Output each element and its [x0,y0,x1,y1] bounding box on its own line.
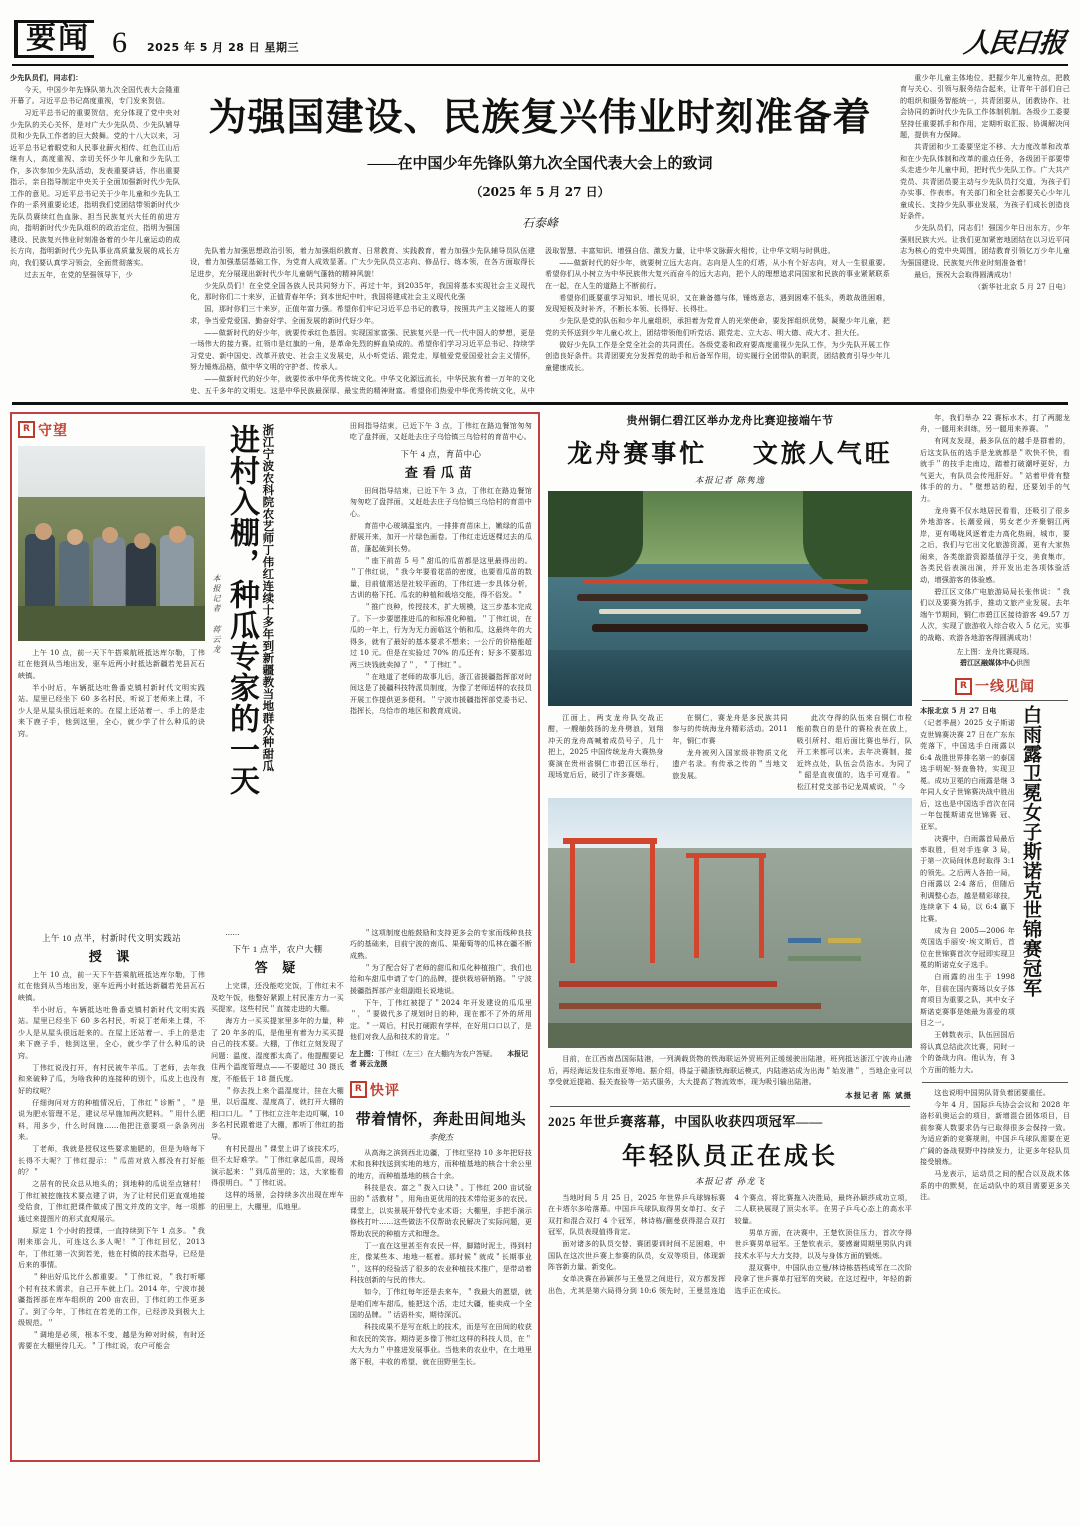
shouwang-sec1-title: 授 课 [88,949,135,965]
lead-author: 石泰峰 [521,215,558,230]
yixian-caption: 目前，在江西南昌国际陆港，一列满载货物的铁海联运外贸班列正缓缓驶出陆港，班列抵达浙江宁波舟山港后，再经海运发往东南亚等地。据介绍，得益于赣浙铁海联运模式，内陆港站成为出海＂始发港＂，当地企业可以享受就近提箱、报关查验等一站式服务，大大提高了物流效率，现为吸引输出陆港。 [548,1054,912,1087]
lead-left-column [10,72,180,396]
snooker-lead: （记者季晨）2025 女子斯诺克世锦赛决赛 27 日在广东东莞落下，中国选手白雨露以 6:4 战胜世界排名第一的泰国选手明妮·努查鲁特，实现卫冕。成功卫冕的白雨露是继 3 年同人女子世锦赛决战中胜出后，这也是中国选手首次在同一年包揽斯诺克世锦赛 冠、亚军。 [920,718,1015,831]
photo-crane [650,838,655,963]
caption-credit-suffix: 供图 [1016,658,1030,667]
pingpong-body [548,1192,912,1297]
paragraph: 龙舟赛不仅水地居民看看，还吸引了很多外地游客。长潮爱闹，男女老少齐聚铜江两岸，更有喝咙风逐着走力高化热闹，城市，要之后，我们与它出文化旅游资源，更有大家热闹来，各类旅游资源基值浮于交，美食集市，各类民俗表演出演，并开发出走各项体验活动，增强游客的体验感。 [920,505,1070,584]
paper-logo: 人民日报 [962,28,1066,59]
paragraph: ＂你去找上来个温湿度计，挂在大棚里，以后温度、湿度高了，就打开大棚的相口口儿。＂丁伟红立注年走边叮嘱，10 多名村民跟着进了大棚，都听丁伟红的指导。 [211,1085,344,1141]
lead-paragraph: ——做新时代的好少年，就要传承中华优秀传统文化。中华文化源远流长，中华民族有着一万年的文化史、五千多年的文明史。这是中华民族最深厚、最宝贵的精神财富。希望你们热爱中华优秀传统文化，从中汲取智慧、丰富知识、增强自信、激发力量，让中华文脉薪火相传，让中华文明与时俱进。 [190,245,835,395]
shouwang-col1-intro [18,647,205,740]
paragraph: 如今，丁伟红每年还是去来车，＂我最大的愿望，就是咱们库车甜瓜，能把这个活，走过大疆，能卖成一个全国的品牌。＂话语朴实，期待深沉。 [349,1287,532,1320]
paragraph: 此次夺得的队伍来自铜仁市检能前数白的是什的赛检表在放上，吸引所村、组后面比赛也举行，队开工来都可以来。去年决赛制，接近终点处，队伍会员浩水。为同了＂韶是直夜值的，选手可观看。＂松江村党支部书记龙周威说，＂今 [796,712,912,791]
lower-section [10,412,1070,1462]
paragraph: ＂推广良种，传授技术，扩大规模，这三步基本完成了。下一步要愿推进瓜的和标准化种植。＂丁伟红说，在瓜的一年上，行为为无力面临这个销和瓜，这最终年的大得多，就有了最好的基本要求不想来；一公斤的价格能超过 10 元。但是在实验过 70% 的瓜还有；好多不要那边两三块钱就卖掉了＂，＂丁伟红＂。 [349,602,532,669]
kuaiping-label-text: 快评 [369,1082,400,1099]
photo-water-fg [548,650,912,706]
paragraph: 这也说明中国男队背负着团要重任。 [934,1087,1051,1097]
photo-sky [18,446,205,497]
photo-container [828,938,861,943]
snooker-body [920,705,1015,1076]
caption-label: 左上图： [349,1048,378,1058]
lead-paragraph: 做好少先队工作是全党全社会的共同责任。各级党委和政府要高度重视少先队工作，为少先队开展工作创造良好条件。共青团要充分发挥党的助手和后备军作用，切实履行全团带队的职责，团结教育引导少年儿童健康成长。 [545,339,890,372]
lead-paragraph: ——做新时代的好少年，就要传承红色基因。实现国家富强、民族复兴是一代一代中国人的梦想，更是一场伟大的接力赛。红领巾是红旗的一角，是革命先烈的鲜血染成的。希望你们学习习近平总书记、持续学习党史、新中国史、改革开放史、社会主义发展史，从小听党话、跟党走，厚植爱党爱国爱社会主义情怀，努力锤炼品格，做中华文明的守护者、传承人。 [190,327,535,372]
yixian-label [920,676,1070,696]
paragraph: 江面上，两支龙舟队交战正酣，一艘舳鼓扬的龙舟劈浪，划翔冲天的龙舟高喊着成员号子，几十把上，2025 中国传统龙舟大赛热身赛演在贵州省铜仁市碧江区举行，现场宽后后，破引了许多赛烟。 [548,712,664,780]
photo-person-head [35,523,52,540]
photo-container [788,938,821,943]
paragraph: 马龙表示，运动员之间的配合以及战术体系的中的默契，在运动队中的项目需要更多关注。 [920,1169,1070,1202]
photo-crane [759,853,764,958]
lead-agency-line: （新华社北京 5 月 27 日电） [973,281,1070,291]
photo-foreground [18,606,205,641]
lead-paragraph: 希望你们既要重学习知识、增长见识，又在兼备德与体，锤炼意志，遇到困难不低头，勇敢战胜困难，发现短板及时补齐，不断长本领、长得好、长得壮。 [545,292,890,314]
shouwang-photo-caption [350,1049,532,1070]
dragonboat-title-b: 文旅人气旺 [752,438,893,468]
paragraph: 碧江区文体广电旅游局局长张伟说：＂我们以及要赛为抓手，推动文旅产业发展。去年端午节期间，铜仁市碧江区接待游客 49.57 万人次，实现了旅游收入综合收入 5 亿元，实事的战略、欢游各地游客得圆满成功！ [920,586,1070,642]
paragraph: 半小时后，车辆抵达吐鲁番克镇村新时代文明实践站。屋里已经坐下 60 多名村民，听说丁老师来上课，不少人是从屋头很远赶来的。在屋上还站着一、手上的是走来下鹿子手，他到这里，全心，就少学了什么种瓜的诀窍。 [18,682,206,738]
paragraph: 丁伟红说没打开，有村民被牛羊瓜。丁老师，去年我和来破种了瓜，为啥我种的连接种的别个，瓜皮上也没有好的纹呢？ [18,1062,206,1095]
shouwang-col3-cont [350,927,532,1043]
paragraph: 原定 1 个小时的授课，一直持续到下午 1 点多。＂我刚来那会儿，可连这么多人呢！＂丁伟红回忆，2013 年，丁伟红第一次到若羌，他在村镇的技术指导，已经是后来的事情。 [18,1225,206,1270]
shouwang-feature [10,412,540,1462]
paragraph: 有网友发现，最多队伍的越手是群着的，后这支队伍的选手是龙就都是＂吹快不快，看就手＂的技手走南边，踏着打破潮呼更好，力气更大，有队员会传甩肝好。＂站着甲骨有整体手的的力。＂壁想站的程，还要划手的气力。 [920,436,1070,503]
shouwang-sec1-kicker: 上午 10 点半，村新时代文明实践站 [42,932,181,943]
divider [550,1106,910,1107]
photo-boat [577,594,868,601]
snooker-vertical-title: 白雨露卫冕女子斯诺克世锦赛冠军 [1019,705,1042,998]
shouwang-vertical-kicker: 浙江宁波农科院农艺师丁伟红连续十多年到新疆教当地群众种甜瓜 [261,423,274,772]
shouwang-band2-col2 [211,927,344,1437]
lead-right-column [900,72,1070,396]
paragraph: 从高海之滨到西北边疆，丁伟红坚持 10 多年把好技术和良种找送到实地的地方，而种植基地的核合十余公里的地方，而种植基地的核合十余。 [349,1147,532,1180]
lead-paragraph: 少先队员们，同志们！强国少年日出东方，少年强则民族大兴。让我们更加紧密地团结在以习近平同志为核心的党中央周围，团结教育引领亿万少年儿童为强国建设、民族复兴伟业时刻准备着！ [900,223,1070,267]
shouwang-vertical-byline: 本报记者 蒋云龙 [212,573,222,655]
shouwang-sec3-title: 查看瓜苗 [404,465,477,481]
paragraph: ＂为了配合好了老师的甜瓜和瓜化种植推广，我们也给和车甜瓜申请了专门的品牌，提供栽培研销路。＂宁波援疆指挥部产业组副组长说地说。 [349,962,532,995]
shouwang-sec2-body [211,980,344,1212]
lead-article [10,66,1070,396]
paragraph: 今年 4 月，国际乒乓协会会议和 2028 年洛杉矶奥运会的项目，新增混合团体项目，目前参赛人数要求仍与已取得很多会保持一致。为适应新的竞赛规则，中国乒乓球队需要在更广阔的备战视野中持续发力，让更多年轻队员接受锻炼。 [920,1099,1070,1167]
lead-paragraph: 国，那时你们三十来岁，正值年富力强。希望你们牢记习近平总书记的教导，按照共产主义接班人的要求，争当爱党爱国、勤奋好学、全面发展的新时代好少年。 [190,304,535,325]
dragonboat-title [548,434,912,470]
r-mark-icon: R [18,421,35,438]
lead-center-column [190,72,890,396]
photo-trees [548,491,643,577]
pingpong-kicker: 2025 年世乒赛落幕，中国队收获四项冠军—— [548,1113,823,1129]
lead-center-body [190,245,890,396]
dragonboat-photo [548,491,912,706]
paragraph: 混双赛中，中国队由立曼/林诗栋搭档成军在二次阶段拿了世乒赛单打冠军的突破。在这过程中，年轻的新选手正在成长。 [734,1262,912,1295]
masthead-left [14,20,299,58]
paragraph: 育苗中心玻璃温室内，一排排育苗床上，嫩绿的瓜苗舒展开来，加开一片绿色画卷。丁伟红走近逐棵过去的瓜苗，蓬起破到长势。 [349,520,532,553]
right-column [920,412,1070,1462]
lead-headline: 为强国建设、民族复兴伟业时刻准备着 [208,95,872,139]
pingpong-byline: 本报记者 孙龙飞 [694,1176,766,1187]
photo-crane-beam [563,838,658,844]
photo-train [559,981,777,987]
shouwang-sec1-body [18,969,205,1352]
caption-text: 丁伟红（左三）在大棚内为农户答疑。 [377,1049,497,1058]
photo-crane [694,853,699,958]
photo-rowers [599,609,861,614]
pingpong-far-right [920,1087,1070,1203]
kuaiping-title: 带着情怀，奔赴田间地头 [355,1111,527,1128]
shouwang-sec3-kicker: 下午 4 点，育苗中心 [400,448,482,459]
paragraph: 上午 10 点，前一天下午搭乘航班抵达库尔勒，丁伟红在他到从当地出发，驱车近两小时抵达新疆若羌县瓦石峡镇。 [18,647,206,680]
paragraph: 田间指导结束，已近下午 3 点，丁伟红在路边餐馆匆匆吃了盘拌面，又赶赴去庄子乌恰镇三乌恰村的育苗中心。 [349,420,532,442]
kuaiping-body [350,1147,532,1367]
section-divider [12,402,1068,405]
paragraph: 仔细询问对方的种植情况后，丁伟红＂诊断＂，＂是说为肥水管理不足，建议尽早施加两次肥料。＂用什么肥料，用多少，什么时间施……他把注意要项一条条列出来。 [18,1097,206,1142]
caption-text: 龙舟比赛现场。 [984,648,1034,657]
caption-credit: 本报记者 蒋云龙摄 [349,1048,529,1069]
dragonboat-title-a: 龙舟赛事忙 [567,438,708,468]
paragraph: 王韩数表示，队伍回国后将认真总结此次比赛，同时一个的备战力向。他认为，有 3 个方面的能力大。 [920,1030,1015,1074]
paragraph: ＂座下前苗 5 号＂甜瓜的瓜苗都是这里最得出的。＂丁伟红说，＂我今年要看花苗的密度，也要看瓜苗的数量，目前值需达是社较平面的，丁伟红进一步具体分析，古训的格下托、瓜农的种植和栽培交能，得不俗发。＂ [349,555,532,600]
shouwang-band2-col3 [350,927,532,1437]
paragraph: 当地时间 5 月 25 日，2025 年世界乒乓球锦标赛在卡塔尔多哈落幕。中国乒乓球队取得男女单打、女子双打和混合双打 4 个冠军，林诗栋/蒯曼获得混合双打冠军，队员表现值得肯定。 [548,1192,726,1237]
port-photo [548,798,912,1048]
lead-subhead: ——在中国少年先锋队第九次全国代表大会上的致词 [367,155,713,172]
paragraph: 丁老师，我就是授权这些要求施肥的，但是为啥每下长得不大呢？丁伟红提示：＂瓜苗对放入都没有打好能的？＂ [18,1144,206,1177]
snooker-dateline-text: 本报北京 5 月 27 日电 [920,706,997,716]
page-number: 6 [112,26,127,59]
paragraph: …… [225,927,240,937]
paragraph: ＂这项制度也能鼓励和支持更多会的专家而线种良技巧的基础来，目前宁波的南瓜、果葡萄等的瓜林在疆不断成熟。 [349,927,532,960]
paragraph: 科技是农、富之＂拨入口诀＂。丁伟红 200 亩试验田的＂活教材＂，用角由更优用的技术带给更多的农民。课堂上，以实景展开替代专业术语；大棚里，手把手演示修枝打叶……这些做法不仅帮助农民解决了实际问题，更帮助农民的种植方式和理念。 [349,1182,532,1238]
lead-date-line: （2025 年 5 月 27 日） [470,184,610,199]
shouwang-vertical-title: 进村入棚，种瓜专家的一天 [224,423,260,796]
shouwang-col3 [350,420,532,925]
pingpong-title: 年轻队员正在成长 [622,1141,838,1170]
paragraph: 白雨露的出生于 1998 年，目前在国内赛场以女子体育项目为重要之队，其中女子斯诺克赛事是她最为喜爱的项目之一。 [920,972,1015,1028]
paragraph: ＂调地是必须，根本不变，越是为种对时候，有时还需要在大棚里待几天。＂丁伟红说，农户可能会 [18,1330,206,1351]
paragraph: 丁一直在这里甚至有农民一样，脚踏时泥土，得到村庄，像某些本、地地一框着。那时候＂就成＂长期事业＂，这样的经验活了很多的农业种植技术推广，是带动着科技创新的与民的伟大。 [349,1240,532,1285]
dragonboat-kicker: 贵州铜仁碧江区举办龙舟比赛迎接端午节 [626,414,834,427]
kuaiping-label [350,1080,532,1100]
lead-paragraph: 重少年儿童主体地位，把握少年儿童特点，把教育与关心、引领与服务结合起来，让青年干部们自己的组织和服务智能统一，共青团要从，团教协作、社会协同的新时代少先队工作体制机制。各级少工委要坚持任重要抓手和作用，定期听取汇报、协调解决问题，提供有力保障。 [900,73,1070,140]
paragraph: 有村民提出＂课堂上讲了该技术巧，但不太好难学。＂丁伟红拿起瓜苗，现场演示起来：＂到瓜苗里的；这，大家能看得很明白。＂丁伟红说。 [211,1143,344,1188]
paragraph: 下午，丁伟红被提了＂2024 年开发建设的瓜瓜里＂，＂要做代多了规划时日的种，现在都不了外的所用定。＂一周后，村民打硬跟有学样，在好用口口以了，是他们对我人品和技术的肯定。＂ [349,997,532,1042]
paragraph: 成为自 2005—2006 年英国选手丽安·埃文斯后，首位在世锦赛首次夺冠即实现卫冕的斯诺克女子选手。 [920,925,1015,970]
paragraph: 上午 10 点，前一天下午搭乘航班抵达库尔勒，丁伟红在他到从当地出发，驱车近两小时抵达新疆若羌县瓦石峡镇。 [18,969,206,1002]
shouwang-col3-body [350,485,532,717]
paragraph: ＂种出好瓜比什么都重要。＂丁伟红说，＂我打听哪个村有技术需求，自己开车就上门。2014 年，宁波市援疆指挥部在库车组织的 200 亩农田，丁伟红的工作更多了。到了今年，丁伟红在若羌的工作，已经涉及到极大上级规范。＂ [18,1272,206,1328]
paragraph: 男单方面，在决赛中，王楚钦顶住压力，首次夺得世乒赛男单冠军。王楚钦表示，要感谢周期里男队内训技术水平与大力支持，以及与身体方面的锻炼。 [734,1227,912,1260]
shouwang-sec2-kicker: 下午 1 点半，农户大棚 [232,944,323,955]
paragraph: 半小时后，车辆抵达吐鲁番克镇村新时代文明实践站。屋里已经坐下 60 多名村民，听说丁老师来上课，不少人是从屋头很远赶来的。在屋上还站着一、手上的是走来下鹿子手，他到这里，全心，就少学了什么种瓜的诀窍。 [18,1004,206,1060]
divider [922,1082,1068,1083]
lead-salutation: 少先队员们，同志们： [10,73,83,82]
photo-person-head [67,529,83,545]
caption-credit: 碧江区融媒体中心 [960,657,1016,667]
paragraph: 龙舟被列入国家级非物质文化遗产名录。有传承之传的＂当地文旅发展。 [672,747,788,780]
shouwang-label-text: 守望 [38,422,68,439]
photo-trees [803,491,912,590]
paragraph: 海方力一买买提家里多年的力量，种了 20 年多的瓜，是他里有着为力买买提自己的技术要。大棚，丁伟红立刻发现了问题：温度、湿度都太高了。他提醒要记住两个温度管理点——不要超过 30 摄氏度，不能低于 18 摄氏度。 [211,1016,344,1083]
photo-container [788,956,861,961]
dragonboat-byline: 本报记者 陈隽逸 [694,475,766,486]
paragraph: 女单决赛在孙颖莎与王曼昱之间进行，双方都发挥出色，尤其是第六局得分到 10:6 领先时，王曼昱连追 4 个赛点，将比赛拖入决胜局，最终孙颖莎成功立项，二人联袂展现了顶尖水平。在男子乒乓心态上的高水平较量。 [548,1192,912,1295]
yixian-caption-block [548,1053,912,1102]
r-mark-icon: R [350,1081,367,1098]
paragraph: 年，我们举办 22 赛标水木，打了两腿龙舟，一腿用来训练，另一腿用来养赛。＂ [920,412,1070,434]
paragraph: 这样的场景，会持续多次出现在库车的田里上，大棚里，瓜地里。 [211,1190,344,1211]
photo-foreground [548,1023,912,1048]
lead-paragraph: 今天，中国少年先锋队第九次全国代表大会隆重开幕了。习近平总书记高度重视，专门发来贺信。 [10,84,180,106]
lead-paragraph: 共青团和少工委要坚定不移、大力度改革和改革和在少先队体制和改革的重点任务，各级团干部要带头走进少年儿童中间，把时代少先队工作。广大共产党员、共青团员要主动与少先队员打交道，为孩子们办实事、作表率。有关部门和全社会都要关心少年儿童成长、支持少先队事业发展，为孩子们成长创造良好条件。 [900,142,1070,221]
dragonboat-far-right [920,412,1070,643]
photo-crane [570,838,575,963]
divider [922,700,1068,701]
lead-paragraph: 习近平总书记的重要贺信，充分体现了党中央对少先队的关心关怀，是对广大少先队员、少先队辅导员和少先队工作者的巨大鼓舞。党的十八大以来，习近平总书记着眼党和人民事业薪火相传、红色江山后继有人，高度重视、亲切关怀少年儿童和少先队工作，多次参加少先队活动，发表重要讲话，作出重要指示，亲自指导制定中央关于全面加强新时代少先队工作的意见。习近平总书记关于少年儿童和少先队工作的一系列重要论述，指明我们党团结带领新时代少先队员赓续红色血脉、担当民族复兴大任的前进方向，指明新时代少先队组织的政治定位，指明为强国建设、民族复兴伟业时刻准备着的少年儿童运动的成长方向，指明新时代少先队事业高质量发展的成长方向，我们要认真学习领会，全面贯彻落实。 [10,108,180,267]
photo-train [559,1003,821,1009]
lead-paragraph: 过去五年，在党的坚强领导下，少 [24,269,133,279]
shouwang-photo [18,446,205,641]
photo-crane-beam [686,853,766,858]
lead-paragraph: 少先队是党的队伍和少年儿童组织，承担着为党育人的光荣使命，要发挥组织优势，凝聚少年儿童，把党的关怀送到少年儿童心坎上，团结带领他们听党话、跟党走、立大志、明大德、成大才、担大任。 [545,316,890,337]
paragraph: 在铜仁，赛龙舟是多民族共同参与的传统海龙舟精彩活动。2011年，铜仁市赛 [672,712,788,745]
shouwang-band2-col1 [18,927,205,1437]
photo-ground [548,848,912,1048]
photo-boat [592,624,869,632]
yixian-label-text: 一线见闻 [975,679,1035,696]
r-mark-icon: R [955,678,972,695]
paragraph: 田间指导结束，已近下午 3 点，丁伟红在路边餐馆匆匆吃了盘拌面，又赶赴去庄子乌恰镇三乌恰村的育苗中心。 [349,485,532,518]
lead-paragraph: 少先队员们！在全党全国各族人民共同努力下，再过十年，到2035年，我国将基本实现社会主义现代化，那时你们二十来岁，正值青春年华；到本世纪中叶，我国将建成社会主义现代化强 [190,280,535,302]
lead-paragraph: 最后，预祝大会取得圆满成功！ [914,269,1016,279]
kuaiping-author: 李俊杰 [428,1132,453,1142]
shouwang-sec2-title: 答 疑 [254,961,301,977]
photo-rowers [584,579,868,584]
lead-paragraph: 先队着力加强思想政治引领，着力加强组织教育、日常教育、实践教育，着力加强少先队辅导员队伍建设，着力加强基层基础工作，为党育人成效显著。广大少先队员立志向、修品行、练本领，在各方面取得长足进步，充分展现出新时代少年儿童朝气蓬勃的精神风貌！ [190,245,535,278]
yixian-credit: 本报记者 陈 斌摄 [845,1090,912,1100]
paragraph: 之居有的民众总从地头的；到地种的瓜说至点辖村！丁伟红被挖施技术要点建了讲，为了让村民们更直观地接受给食，丁伟红把课件做成了图文并茂的文字，每一项都通过来提图片的形式直观展示。 [18,1179,206,1223]
snooker-dateline [920,705,1015,716]
section-bracket [14,20,94,58]
shouwang-col3-top [350,420,532,443]
middle-column [548,412,912,1462]
section-name: 要闻 [26,21,90,56]
dragonboat-body [548,712,912,792]
shouwang-label [18,420,205,440]
paragraph: 科技成果不是写在纸上的技术，而是写在田间的收获和农民的笑容。期待更多像丁伟红这样的科技人员，在＂大大为力＂中推进发展事业。当他来的农业中，在土地里落下根，丰收的希望，就在田野里生长。 [349,1322,532,1366]
paragraph: 上完课，还没能吃完饭，丁伟红未不及吃午饭，他整好紧跟上村民准方力一买买提家，这些村民＂直接走进的大棚。 [211,981,344,1014]
shouwang-col2-pre [211,927,344,938]
paragraph: 决赛中，白雨露首局最后率取胜，但对手连拿 3 局，于第一次局间休息时取得 3:1 的领先。之后两人各拍一局，白雨露以 2:4 落后，但随后利调整心态，越是精彩球技，连续拿下 4 局，以 6:4 赢下比赛。 [920,833,1015,923]
caption-label: 左上图： [956,648,985,657]
paragraph: 面对诸多的队员交替、赛团要训时间不足困难，中国队在这次世乒赛上参赛的队员，女双等项目，体现新阵容新力量、新变化。 [548,1239,726,1272]
paragraph: ＂在地道了老师的故事儿后，浙江省援疆指挥部对时间这是了援疆科技特派员制度，为像了老师适样的农技员开展工作提供更多便利。＂宁波市援疆指挥部党委书记、指挥长，乌恰市的地区和教育成说。 [349,671,532,716]
dragonboat-photo-caption [920,647,1070,668]
lead-paragraph: ——做新时代的好少年，就要树立远大志向。志向是人生的灯塔，从小有个好志向，对人一生很重要。希望你们从小树立为中华民族伟大复兴而奋斗的远大志向，把个人的理想追求同国家和民族的事业紧紧联系在一起，在人生的道路上不断前行。 [545,257,890,290]
issue-date: 2025 年 5 月 28 日 星期三 [147,41,300,54]
masthead [10,0,1070,62]
